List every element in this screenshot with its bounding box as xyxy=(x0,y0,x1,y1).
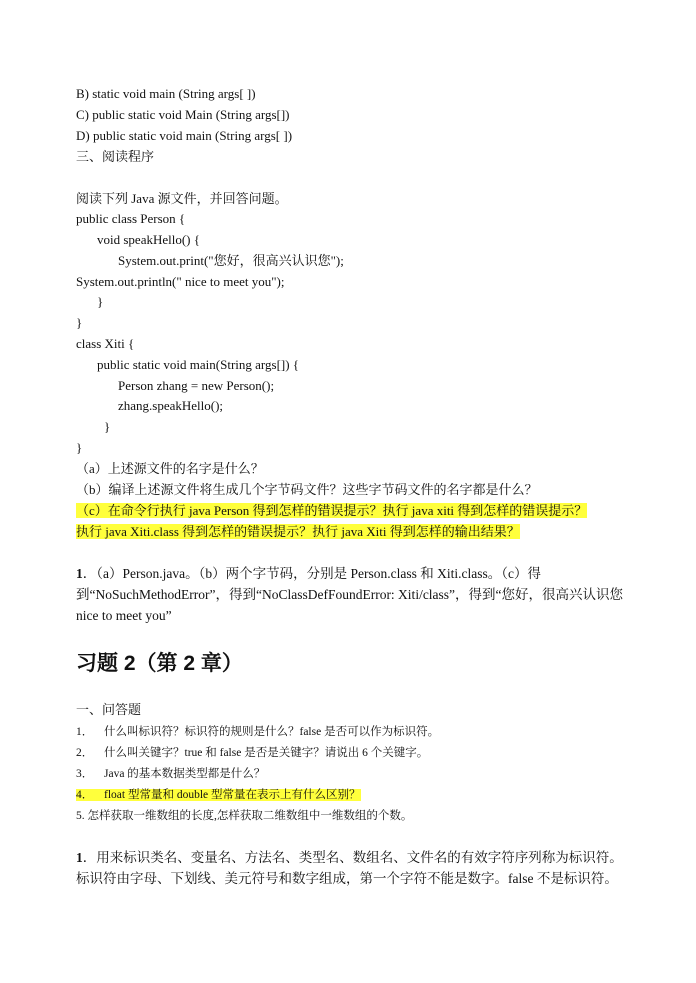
qa-text: 怎样获取一维数组的长度,怎样获取二维数组中一维数组的个数。 xyxy=(87,810,413,822)
reading-prompt: 阅读下列 Java 源文件，并回答问题。 xyxy=(76,191,288,206)
code-line: } xyxy=(104,419,111,434)
answer-text: ．（a）Person.java。（b）两个字节码，分别是 Person.class 和 Xiti.class。（c）得到“NoSuchMethodError”，得到“NoClassDefFoundError: Xiti/class”，得到“您好，很高兴认识您 nice to meet you” xyxy=(76,566,624,623)
code-line: System.out.print("您好，很高兴认识您"); xyxy=(118,253,344,268)
qa-item xyxy=(76,744,428,762)
option-c: C) public static void Main (String args[]) xyxy=(76,107,290,122)
code-line: Person zhang = new Person(); xyxy=(118,378,275,393)
code-line: zhang.speakHello(); xyxy=(118,398,224,413)
code-line: public static void main(String args[]) { xyxy=(97,357,300,372)
answer-paragraph xyxy=(76,563,628,626)
qa-item xyxy=(76,807,412,825)
section-title-reading: 三、阅读程序 xyxy=(76,149,155,164)
section-title-qa: 一、问答题 xyxy=(76,702,142,717)
qa-number: 4． xyxy=(76,789,94,801)
code-line: class Xiti { xyxy=(76,336,135,351)
option-d: D) public static void main (String args[ ]) xyxy=(76,128,293,143)
question-c-line2 xyxy=(76,523,520,541)
answer-number: 1 xyxy=(76,566,83,581)
qa-text: Java 的基本数据类型都是什么？ xyxy=(104,768,266,780)
highlighted-text: （c）在命令行执行 java Person 得到怎样的错误提示？执行 java xiti 得到怎样的错误提示？ xyxy=(76,503,588,518)
question-c-line1 xyxy=(76,502,587,520)
qa-item xyxy=(76,765,265,783)
highlighted-text: 执行 java Xiti.class 得到怎样的错误提示？执行 java Xiti 得到怎样的输出结果？ xyxy=(76,524,520,539)
question-a: （a）上述源文件的名字是什么？ xyxy=(76,461,264,476)
answer-paragraph xyxy=(76,847,628,889)
question-b: （b）编译上述源文件将生成几个字节码文件？这些字节码文件的名字都是什么？ xyxy=(76,482,538,497)
code-line: public class Person { xyxy=(76,211,186,226)
option-b: B) static void main (String args[ ]) xyxy=(76,86,256,101)
qa-text: 什么叫关键字？true 和 false 是否是关键字？请说出 6 个关键字。 xyxy=(104,747,429,759)
code-line: void speakHello() { xyxy=(97,232,200,247)
code-line: } xyxy=(76,315,83,330)
chapter-title: 习题 2（第 2 章） xyxy=(76,652,243,675)
answer-text: ．用来标识类名、变量名、方法名、类型名、数组名、文件名的有效字符序列称为标识符。标识符由字母、下划线、美元符号和数字组成，第一个字符不能是数字。false 不是标识符。 xyxy=(76,850,623,886)
qa-text: float 型常量和 double 型常量在表示上有什么区别？ xyxy=(104,789,361,801)
code-line: System.out.println(" nice to meet you"); xyxy=(76,274,285,289)
qa-text: 什么叫标识符？标识符的规则是什么？false 是否可以作为标识符。 xyxy=(104,726,440,738)
answer-number: 1 xyxy=(76,850,83,865)
qa-number: 2． xyxy=(76,747,94,759)
qa-number: 5. xyxy=(76,810,85,822)
qa-item xyxy=(76,723,439,741)
qa-item xyxy=(76,786,361,804)
qa-number: 3． xyxy=(76,768,94,780)
qa-number: 1． xyxy=(76,726,94,738)
code-line: } xyxy=(76,440,83,455)
code-line: } xyxy=(97,294,104,309)
